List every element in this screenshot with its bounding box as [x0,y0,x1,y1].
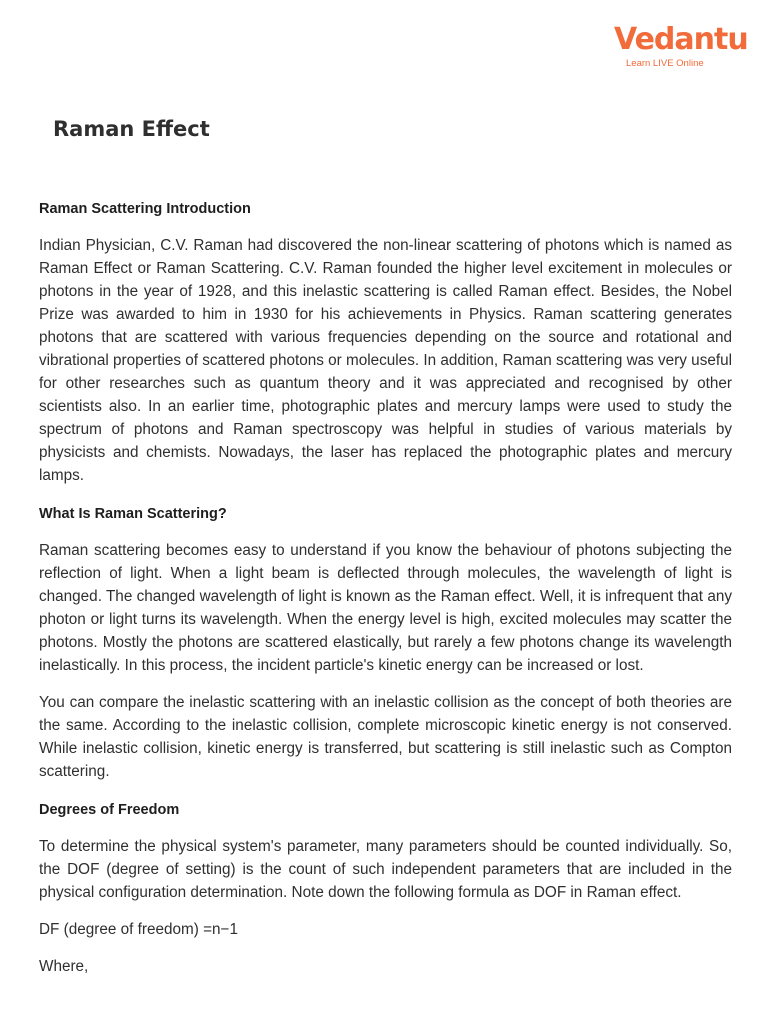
section-heading-degrees-of-freedom: Degrees of Freedom [39,802,180,818]
page-title: Raman Effect [53,117,210,141]
section-heading-introduction: Raman Scattering Introduction [39,201,251,217]
section-heading-what-is: What Is Raman Scattering? [39,506,227,522]
vedantu-logo [606,22,748,74]
logo-tagline: Learn LIVE Online [626,58,704,69]
paragraph-dof-where: Where, [39,958,89,975]
paragraph-what-is-1: Raman scattering becomes easy to understand if you know the behaviour of photons subjecting the reflection of light. When a light beam is deflected through molecules, the wavelength of light is changed. The changed wavelength of light is known as the Raman effect. Well, it is infrequent that any photon or light turns its wavelength. When the energy level is high, excited molecules may scatter the photons. Mostly the photons are scattered elastically, but rarely a few photons change its wavelength inelastically. In this process, the incident particle's kinetic energy can be increased or lost. [39,542,732,674]
paragraph-dof-formula: DF (degree of freedom) =n−1 [39,921,238,938]
document-body [39,196,732,992]
paragraph-introduction: Indian Physician, C.V. Raman had discovered the non-linear scattering of photons which is named as Raman Effect or Raman Scattering. C.V. Raman founded the higher level excitement in molecules or photons in the year of 1928, and this inelastic scattering is called Raman effect. Besides, the Nobel Prize was awarded to him in 1930 for his achievements in Physics. Raman scattering generates photons that are scattered with various frequencies depending on the source and rotational and vibrational properties of scattered photons or molecules. In addition, Raman scattering was very useful for other researches such as quantum theory and it was appreciated and recognised by other scientists also. In an earlier time, photographic plates and mercury lamps were used to study the spectrum of photons and Raman spectroscopy was helpful in studies of various materials by physicists and chemists. Nowadays, the laser has replaced the photographic plates and mercury lamps. [39,237,732,484]
logo-wordmark: Vedantu [614,22,748,57]
paragraph-dof-1: To determine the physical system's parameter, many parameters should be counted individually. So, the DOF (degree of setting) is the count of such independent parameters that are included in the physical configuration determination. Note down the following formula as DOF in Raman effect. [39,838,732,901]
paragraph-what-is-2: You can compare the inelastic scattering with an inelastic collision as the concept of both theories are the same. According to the inelastic collision, complete microscopic kinetic energy is not conserved. While inelastic collision, kinetic energy is transferred, but scattering is still inelastic such as Compton scattering. [39,694,732,780]
